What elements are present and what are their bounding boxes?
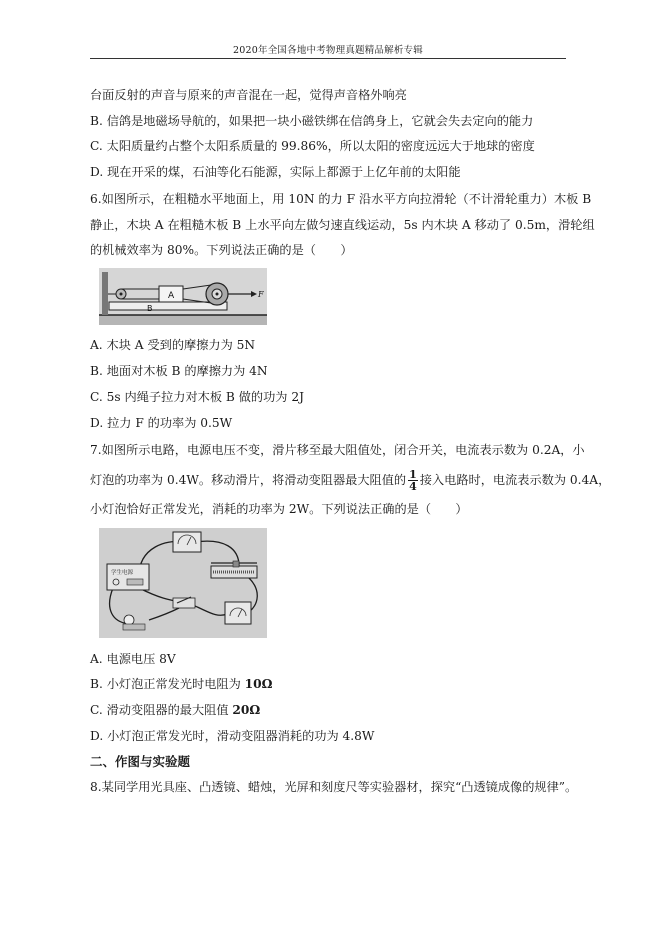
section-title: 二、作图与实验题 (90, 754, 191, 769)
q7-circuit-figure (99, 528, 267, 638)
q6-pulley-figure (99, 268, 267, 325)
q6-stem-line3: 的机械效率为 80%。下列说法正确的是（ ） (90, 243, 353, 257)
q5-option-d: D. 现在开采的煤，石油等化石能源，实际上都源于上亿年前的太阳能 (90, 165, 461, 179)
q7-option-b (90, 676, 272, 692)
q7-option-b-value: 10Ω (244, 677, 273, 691)
label-f: F (258, 290, 264, 299)
q7-option-c-text: C. 滑动变阻器的最大阻值 (90, 703, 233, 717)
q7-option-a: A. 电源电压 8V (90, 652, 176, 666)
q7-stem-line2-part1: 灯泡的功率为 0.4W。移动滑片，将滑动变阻器最大阻值的 (90, 473, 407, 487)
fraction-denominator: 4 (409, 480, 417, 493)
q6-option-b: B. 地面对木板 B 的摩擦力为 4N (90, 364, 268, 378)
q7-stem-line3: 小灯泡恰好正常发光，消耗的功率为 2W。下列说法正确的是（ ） (90, 502, 468, 516)
q7-option-c (90, 702, 260, 718)
circuit-photo (99, 528, 267, 638)
bulb (124, 615, 134, 625)
q6-stem-line2: 静止，木块 A 在粗糙木板 B 上水平向左做匀速直线运动，5s 内木块 A 移动了 0.5m，滑轮组 (90, 218, 595, 232)
label-a: A (168, 291, 175, 301)
q5-option-c: C. 太阳质量约占整个太阳系质量的 99.86%，所以太阳的密度远远大于地球的密度 (90, 139, 535, 153)
q7-stem-line2-part2: 接入电路时，电流表示数为 0.4A， (419, 473, 611, 487)
q7-stem-line1: 7.如图所示电路，电源电压不变，滑片移至最大阻值处，闭合开关，电流表示数为 0.2A，小 (90, 443, 585, 457)
q6-option-a: A. 木块 A 受到的摩擦力为 5N (90, 338, 256, 352)
quarter-fraction (408, 469, 418, 492)
q6-option-d: D. 拉力 F 的功率为 0.5W (90, 416, 233, 430)
q6-option-c: C. 5s 内绳子拉力对木板 B 做的功为 2J (90, 390, 304, 404)
q7-option-c-value: 20Ω (232, 703, 261, 717)
q7-option-d: D. 小灯泡正常发光时，滑动变阻器消耗的功为 4.8W (90, 729, 375, 743)
left-wall (102, 272, 108, 315)
page-header: 2020年全国各地中考物理真题精品解析专辑 (233, 45, 423, 56)
header-divider (90, 58, 566, 59)
ground-hatch (99, 315, 267, 325)
q5-option-b: B. 信鸽是地磁场导航的，如果把一块小磁铁绑在信鸽身上，它就会失去定向的能力 (90, 114, 534, 128)
pulley-diagram (99, 268, 267, 325)
power-supply (107, 564, 149, 590)
label-b: B (147, 304, 153, 313)
q7-option-b-text: B. 小灯泡正常发光时电阻为 (90, 677, 245, 691)
q8-stem-line1: 8.某同学用光具座、凸透镜、蜡烛，光屏和刻度尺等实验器材，探究“凸透镜成像的规律”。 (90, 780, 578, 794)
q7-stem-line2 (90, 469, 610, 492)
q6-stem-line1: 6.如图所示，在粗糙水平地面上，用 10N 的力 F 沿水平方向拉滑轮（不计滑轮重力）木板 B (90, 192, 592, 206)
bottom-meter (225, 602, 251, 624)
q5-continued-text: 台面反射的声音与原来的声音混在一起，觉得声音格外响亮 (90, 88, 407, 102)
fraction-numerator: 1 (409, 468, 417, 481)
power-supply-label: 学生电源 (111, 570, 134, 576)
